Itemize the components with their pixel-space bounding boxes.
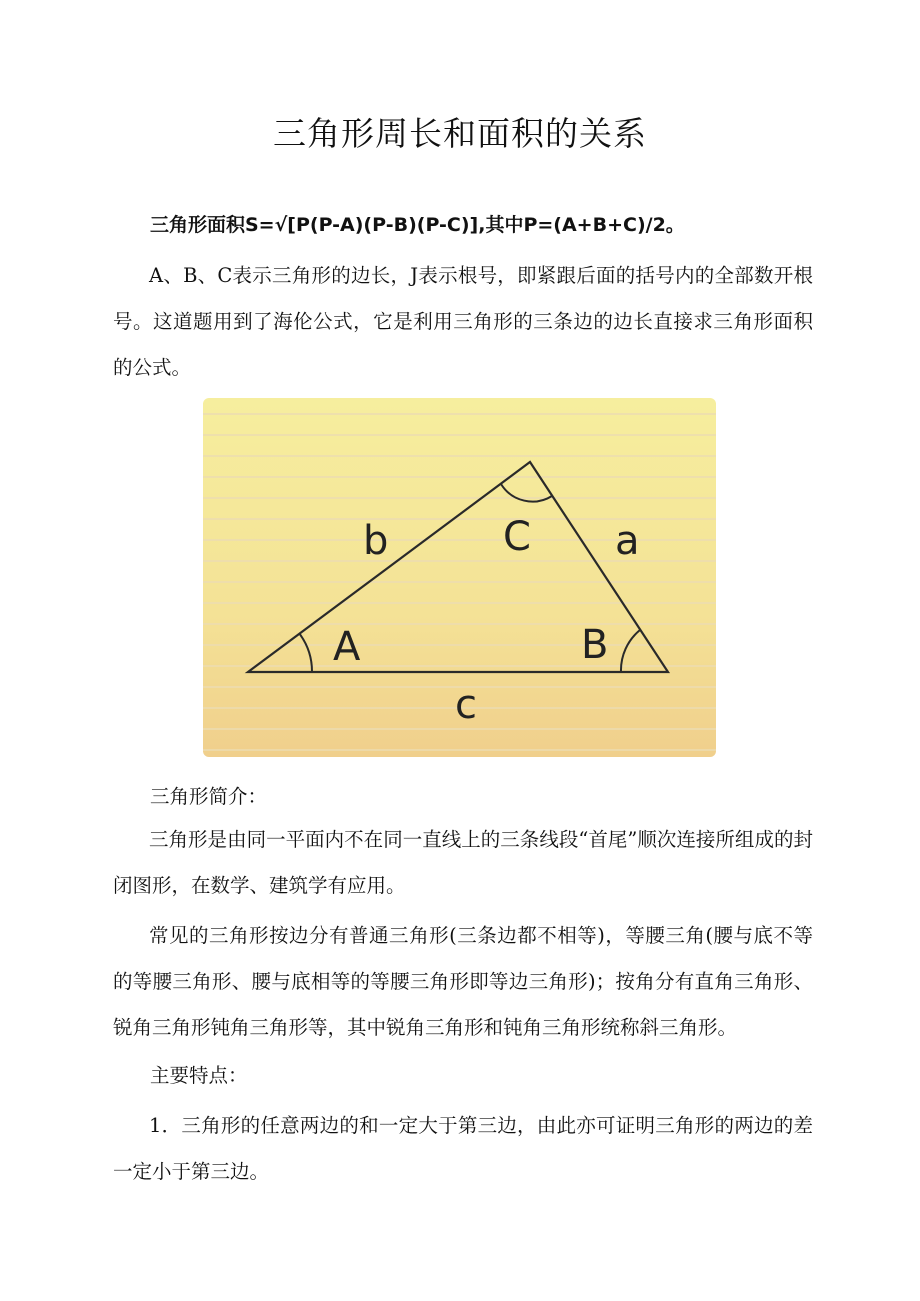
- classification-paragraph: 常见的三角形按边分有普通三角形(三条边都不相等)，等腰三角(腰与底不等的等腰三角形、腰与底相等的等腰三角形即等边三角形)；按角分有直角三角形、锐角三角形钝角三角形等，其中锐角三角形和钝角三角形统称斜三角形。: [113, 924, 813, 1039]
- angle-A-label: A: [333, 624, 361, 670]
- feature-1-paragraph: 1．三角形的任意两边的和一定大于第三边，由此亦可证明三角形的两边的差一定小于第三边。: [113, 1114, 813, 1183]
- heron-formula: 三角形面积S=√[P(P-A)(P-B)(P-C)],其中P=(A+B+C)/2。: [150, 214, 685, 236]
- formula-explanation: A、B、C表示三角形的边长，J表示根号，即紧跟后面的括号内的全部数开根号。这道题用到了海伦公式，它是利用三角形的三条边的边长直接求三角形面积的公式。: [113, 264, 813, 379]
- section-heading-intro: 三角形简介：: [150, 785, 268, 808]
- angle-B-label: B: [581, 622, 609, 668]
- page-title: 三角形周长和面积的关系: [273, 114, 647, 153]
- side-a-label: a: [615, 518, 640, 564]
- angle-C-label: C: [503, 514, 531, 560]
- triangle-figure: [203, 398, 716, 757]
- side-b-label: b: [363, 518, 389, 564]
- intro-paragraph: 三角形是由同一平面内不在同一直线上的三条线段“首尾”顺次连接所组成的封闭图形，在数学、建筑学有应用。: [113, 828, 813, 897]
- side-c-label: c: [455, 682, 477, 728]
- section-heading-features: 主要特点：: [150, 1064, 248, 1087]
- triangle-diagram: [203, 398, 716, 757]
